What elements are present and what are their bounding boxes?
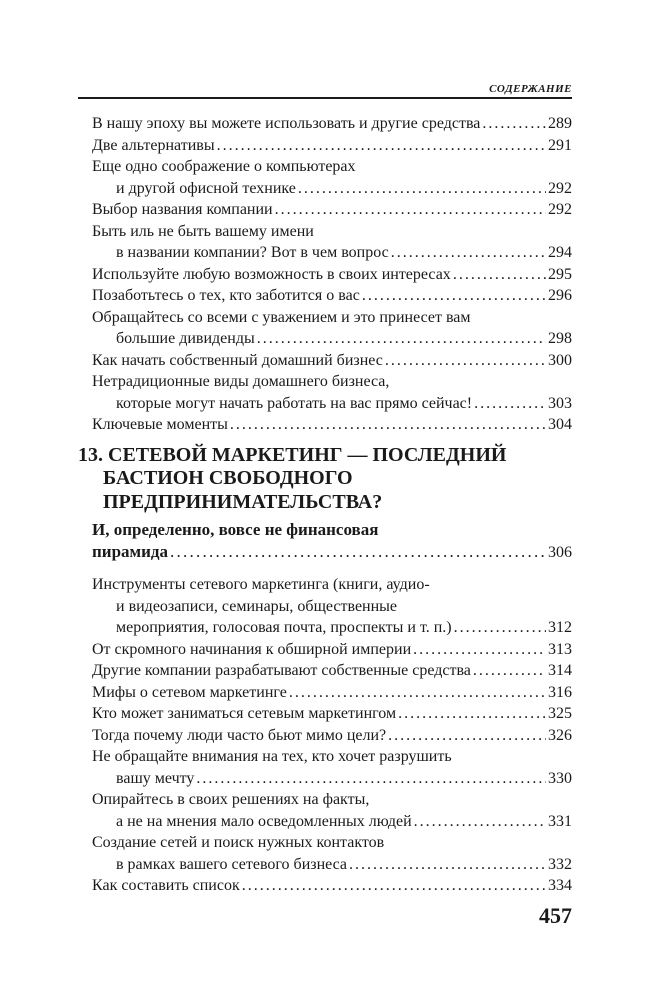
toc-entry: [92, 660, 572, 682]
toc-entry: [92, 264, 572, 286]
dot-leader: [257, 328, 546, 350]
page-number: 298: [548, 330, 572, 347]
toc-entry-text: В нашу эпоху вы можете использовать и другие средства: [92, 115, 481, 132]
dot-leader: [482, 113, 546, 135]
toc-entry-text: Мифы о сетевом маркетинге: [92, 683, 287, 701]
toc-entry-text: вашу мечту: [116, 769, 195, 787]
toc-entry-text: мероприятия, голосовая почта, проспекты и т. п.): [116, 619, 452, 636]
toc-entry-line: [92, 371, 572, 393]
dot-leader: [385, 350, 546, 372]
toc-entry-text: Выбор названия компании: [92, 201, 273, 218]
toc-entry: [92, 574, 572, 639]
toc-entry-line: [92, 199, 572, 221]
toc-entry: [92, 414, 572, 436]
toc-entry: [92, 135, 572, 157]
toc-entry-text: Инструменты сетевого маркетинга (книги, аудио-: [92, 576, 430, 593]
toc-entry-text: От скромного начинания к обширной империи: [92, 640, 412, 658]
chapter-subtitle-line: И, определенно, вовсе не финансовая: [92, 520, 379, 539]
toc-entry-line: [92, 221, 572, 243]
toc-entry-line: [92, 789, 572, 811]
toc-entry: [92, 221, 572, 264]
toc-entry-line: [92, 768, 572, 790]
toc-list-top: [92, 113, 572, 436]
toc-entry: [92, 113, 572, 135]
dot-leader: [414, 811, 546, 833]
toc-entry-text: Опирайтесь в своих решениях на факты,: [92, 791, 370, 808]
toc-entry-line: [92, 832, 572, 854]
toc-entry-line: [92, 242, 572, 264]
toc-entry-line: [92, 350, 572, 372]
chapter-subtitle-last-line: [92, 541, 572, 564]
chapter-subtitle-line: пирамида: [92, 542, 169, 561]
toc-entry-line: [92, 393, 572, 415]
toc-entry-line: [92, 854, 572, 876]
dot-leader: [391, 242, 546, 264]
table-of-contents: [78, 113, 572, 897]
toc-entry-line: [92, 178, 572, 200]
toc-entry-text: Две альтернативы: [92, 136, 215, 154]
toc-entry-line: [92, 307, 572, 329]
header-rule: [78, 97, 572, 99]
toc-entry-text: и другой офисной технике: [116, 179, 296, 197]
toc-entry-text: в названии компании? Вот в чем вопрос: [116, 244, 389, 261]
running-head: СОДЕРЖАНИЕ: [489, 83, 572, 95]
toc-entry-text: Создание сетей и поиск нужных контактов: [92, 834, 385, 851]
toc-entry-line: [92, 264, 572, 286]
toc-entry: [92, 307, 572, 350]
dot-leader: [473, 660, 546, 682]
toc-entry: [92, 350, 572, 372]
page-number: 296: [548, 287, 572, 304]
chapter-heading: [78, 444, 572, 515]
toc-entry: [92, 199, 572, 221]
page-number: 330: [548, 769, 572, 787]
page-number: 292: [548, 179, 572, 197]
toc-entry-text: Нетрадиционные виды домашнего бизнеса,: [92, 373, 390, 390]
chapter-subtitle: [92, 519, 572, 564]
dot-leader: [242, 875, 546, 897]
toc-entry: [92, 371, 572, 414]
page-number: 312: [548, 619, 572, 636]
toc-entry: [92, 285, 572, 307]
toc-entry-text: Не обращайте внимания на тех, кто хочет разрушить: [92, 748, 452, 765]
toc-entry-line: [92, 725, 572, 747]
toc-list-bottom: [92, 574, 572, 897]
page-number: 304: [548, 416, 572, 433]
page-number: 306: [548, 544, 572, 561]
toc-entry: [92, 156, 572, 199]
page-number: 300: [548, 351, 572, 369]
toc-entry-text: большие дивиденды: [116, 330, 255, 347]
toc-entry-line: [92, 703, 572, 725]
page-number: 331: [548, 812, 572, 830]
toc-entry-line: [92, 135, 572, 157]
folio-page-number: 457: [539, 903, 572, 928]
page-number: 291: [548, 136, 572, 154]
toc-entry-text: и видеозаписи, семинары, общественные: [116, 597, 398, 615]
toc-entry-text: Как начать собственный домашний бизнес: [92, 351, 383, 369]
page-number: 289: [548, 115, 572, 132]
chapter-title-line: БАСТИОН СВОБОДНОГО: [103, 467, 353, 489]
toc-entry-line: [92, 596, 572, 618]
toc-entry-text: Обращайтесь со всеми с уважением и это принесет вам: [92, 308, 471, 326]
page-number: 313: [548, 640, 572, 658]
dot-leader: [453, 264, 546, 286]
chapter-title-line: ПРЕДПРИНИМАТЕЛЬСТВА?: [103, 490, 383, 513]
toc-entry-line: [92, 113, 572, 135]
toc-entry-text: Тогда почему люди часто бьют мимо цели?: [92, 726, 387, 744]
dot-leader: [298, 178, 546, 200]
toc-entry-text: Быть иль не быть вашему имени: [92, 222, 314, 240]
toc-entry-line: [92, 639, 572, 661]
page-number: 332: [548, 855, 572, 873]
chapter-title-line: 13. СЕТЕВОЙ МАРКЕТИНГ — ПОСЛЕДНИЙ: [78, 443, 507, 466]
page-number: 314: [548, 662, 572, 679]
toc-entry-text: Ключевые моменты: [92, 416, 228, 433]
toc-entry: [92, 875, 572, 897]
toc-entry: [92, 639, 572, 661]
page-number: 303: [548, 394, 572, 412]
dot-leader: [289, 682, 546, 704]
toc-entry-line: [92, 574, 572, 596]
toc-entry-line: [92, 328, 572, 350]
page-number: 325: [548, 705, 572, 722]
toc-entry-text: которые могут начать работать на вас прямо сейчас!: [116, 394, 473, 412]
toc-entry: [92, 746, 572, 789]
dot-leader: [170, 541, 546, 563]
dot-leader: [217, 135, 546, 157]
toc-entry-text: Другие компании разрабатывают собственные средства: [92, 662, 471, 679]
dot-leader: [474, 393, 546, 415]
toc-entry-line: [92, 414, 572, 436]
dot-leader: [398, 703, 546, 725]
toc-entry-text: а не на мнения мало осведомленных людей: [116, 812, 412, 830]
toc-entry-line: [92, 746, 572, 768]
toc-entry-line: [92, 875, 572, 897]
page-number: 295: [548, 265, 572, 283]
toc-entry: [92, 703, 572, 725]
toc-entry-line: [92, 156, 572, 178]
toc-entry-text: Кто может заниматься сетевым маркетингом: [92, 705, 397, 722]
dot-leader: [196, 768, 546, 790]
dot-leader: [230, 414, 546, 436]
toc-entry-line: [92, 285, 572, 307]
toc-entry: [92, 725, 572, 747]
dot-leader: [454, 617, 546, 639]
dot-leader: [413, 639, 546, 661]
page-number: 326: [548, 726, 572, 744]
toc-entry-text: Еще одно соображение о компьютерах: [92, 158, 356, 175]
toc-entry-line: [92, 682, 572, 704]
toc-entry: [92, 682, 572, 704]
toc-entry-text: Позаботьтесь о тех, кто заботится о вас: [92, 287, 360, 304]
toc-entry-text: Используйте любую возможность в своих интересах: [92, 265, 451, 283]
toc-entry: [92, 789, 572, 832]
toc-entry-text: в рамках вашего сетевого бизнеса: [116, 855, 348, 873]
toc-entry-line: [92, 617, 572, 639]
dot-leader: [349, 854, 546, 876]
toc-entry-line: [92, 811, 572, 833]
dot-leader: [362, 285, 546, 307]
dot-leader: [275, 199, 546, 221]
toc-entry-line: [92, 660, 572, 682]
toc-entry: [92, 832, 572, 875]
toc-entry-text: Как составить список: [92, 877, 240, 894]
page-number: 294: [548, 244, 572, 261]
page-number: 292: [548, 201, 572, 218]
dot-leader: [388, 725, 546, 747]
page-number: 334: [548, 877, 572, 894]
page-number: 316: [548, 683, 572, 701]
